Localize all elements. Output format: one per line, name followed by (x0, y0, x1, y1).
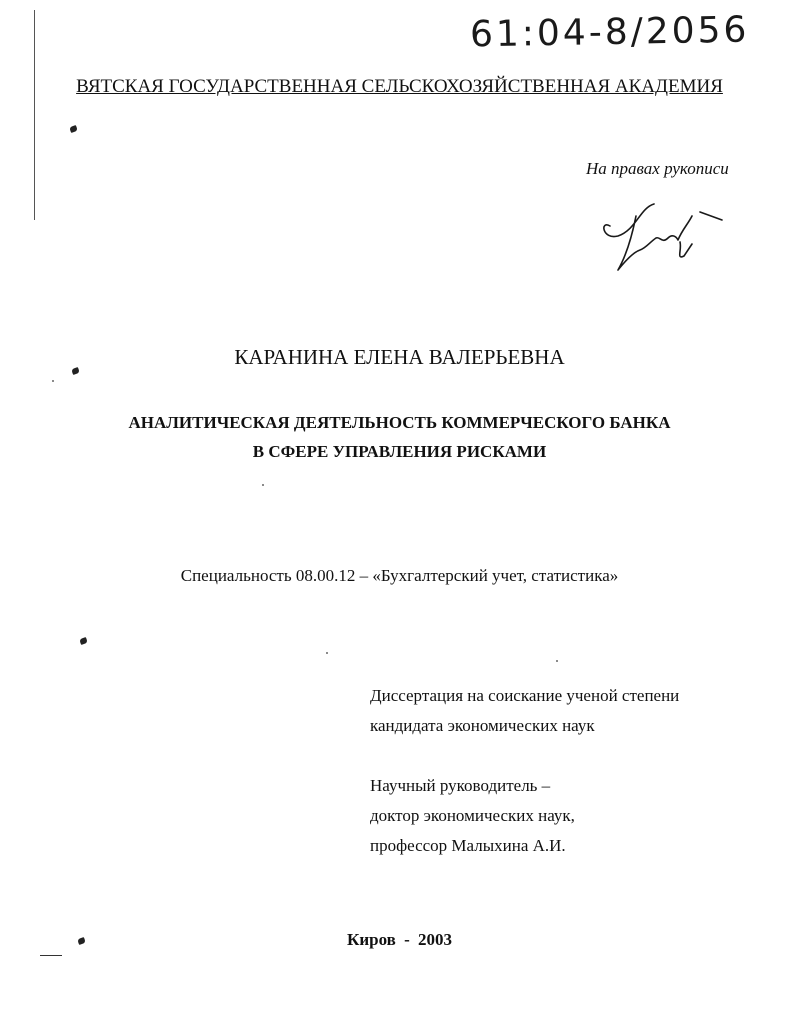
scan-dot (556, 660, 558, 662)
supervisor-degree: доктор экономических наук, (370, 806, 575, 825)
supervisor-label: Научный руководитель – (370, 776, 551, 795)
dissertation-line-2: кандидата экономических наук (370, 716, 595, 735)
supervisor-name: профессор Малыхина А.И. (370, 836, 566, 855)
specialty: Специальность 08.00.12 – «Бухгалтерский учет, статистика» (180, 566, 619, 585)
dissertation-line-1: Диссертация на соискание ученой степени (370, 686, 680, 705)
scan-margin-line (34, 10, 35, 220)
scan-dash (40, 955, 62, 956)
city-year: Киров - 2003 (347, 930, 452, 949)
academy-name: ВЯТСКАЯ ГОСУДАРСТВЕННАЯ СЕЛЬСКОХОЗЯЙСТВЕННАЯ АКАДЕМИЯ (76, 76, 723, 97)
scan-speck (69, 125, 78, 133)
manuscript-note: На правах рукописи (586, 159, 729, 178)
scan-speck (79, 637, 88, 645)
signature-image (596, 190, 736, 280)
thesis-title-line-2: В СФЕРЕ УПРАВЛЕНИЯ РИСКАМИ (252, 442, 547, 461)
scan-dot (326, 652, 328, 654)
archive-number: 61:04-8/2056 (469, 9, 750, 56)
thesis-title-line-1: АНАЛИТИЧЕСКАЯ ДЕЯТЕЛЬНОСТЬ КОММЕРЧЕСКОГО БАНКА (128, 413, 671, 432)
author-name: КАРАНИНА ЕЛЕНА ВАЛЕРЬЕВНА (234, 345, 565, 369)
scan-dot (262, 484, 264, 486)
scan-dot (52, 380, 54, 382)
